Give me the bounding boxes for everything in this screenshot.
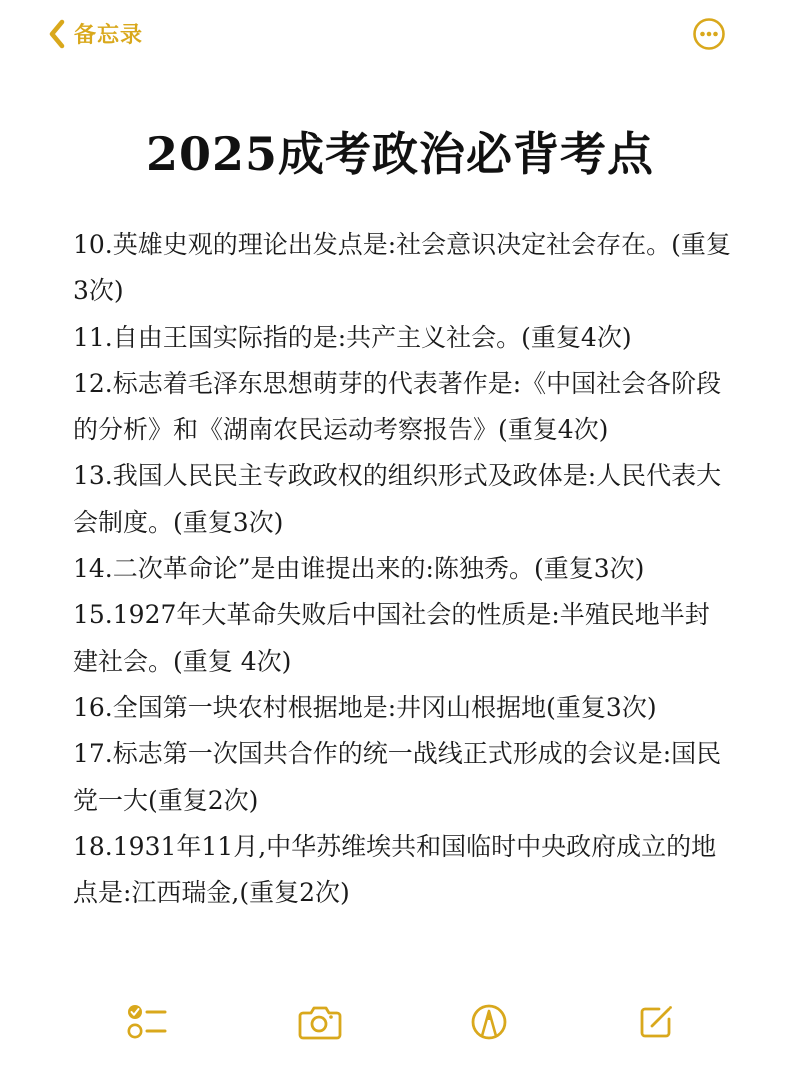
checklist-button[interactable]: [122, 998, 174, 1050]
note-item-12: 12.标志着毛泽东思想萌芽的代表著作是:《中国社会各阶段的分析》和《湖南农民运动考察报告》(重复4次): [73, 368, 722, 445]
markup-button[interactable]: [463, 998, 515, 1050]
camera-icon: [298, 1003, 342, 1045]
back-label: 备忘录: [74, 23, 144, 48]
camera-button[interactable]: [294, 998, 346, 1050]
note-item-18: 18.1931年11月,中华苏维埃共和国临时中央政府成立的地点是:江西瑞金,(重复2次): [73, 831, 717, 908]
note-item-16: 16.全国第一块农村根据地是:井冈山根据地(重复3次): [73, 692, 657, 722]
compose-icon: [637, 1003, 675, 1045]
markup-pen-icon: [470, 1003, 508, 1045]
note-item-15: 15.1927年大革命失败后中国社会的性质是:半殖民地半封建社会。(重复 4次): [73, 600, 710, 676]
compose-button[interactable]: [630, 998, 682, 1050]
back-button[interactable]: [48, 18, 143, 49]
note-item-11: 11.自由王国实际指的是:共产主义社会。(重复4次): [73, 322, 632, 352]
bottom-toolbar: [0, 998, 800, 1050]
chevron-left-icon: [48, 19, 66, 49]
more-options-button[interactable]: [692, 17, 726, 51]
note-item-13: 13.我国人民民主专政政权的组织形式及政体是:人民代表大会制度。(重复3次): [73, 461, 722, 537]
note-item-17: 17.标志第一次国共合作的统一战线正式形成的会议是:国民党一大(重复2次): [73, 739, 722, 815]
note-item-14: 14.二次革命论”是由谁提出来的:陈独秀。(重复3次): [73, 554, 645, 584]
navigation-bar: [0, 0, 800, 70]
ellipsis-circle-icon: [692, 36, 726, 55]
checklist-icon: [126, 1002, 170, 1046]
note-item-10: 10.英雄史观的理论出发点是:社会意识决定社会存在。(重复3次): [73, 230, 731, 306]
note-title: 2025成考政治必背考点: [145, 127, 655, 181]
note-body[interactable]: [73, 222, 733, 916]
